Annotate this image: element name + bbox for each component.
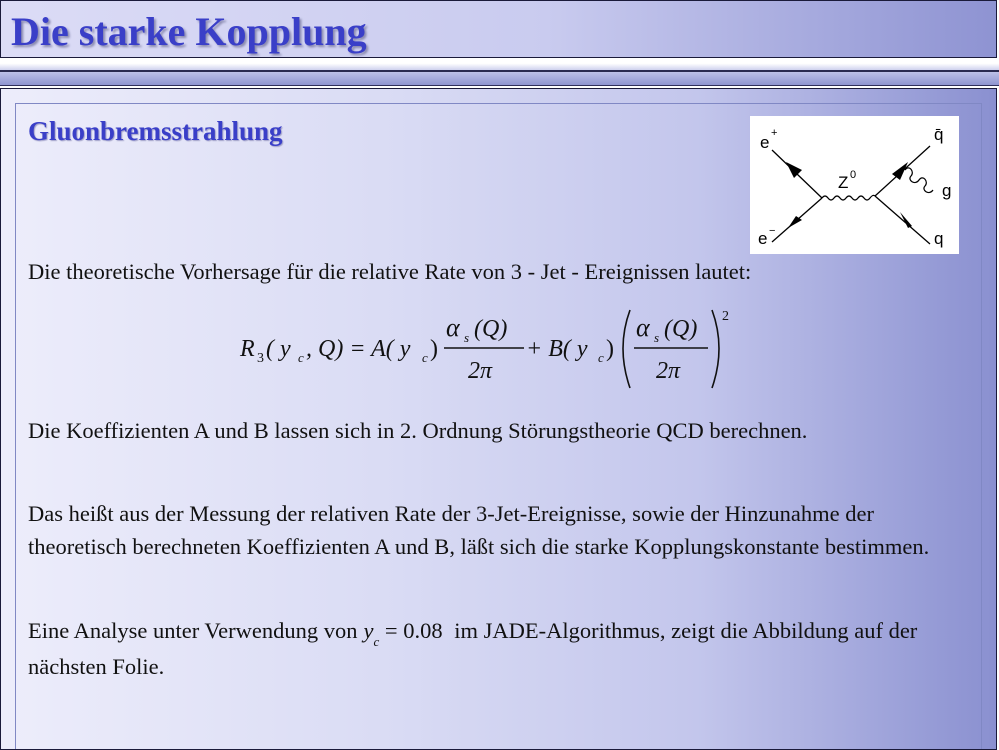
label-g: g bbox=[942, 181, 952, 200]
separator-line bbox=[0, 70, 999, 72]
formula-num2: α bbox=[636, 313, 650, 342]
formula-num1-rest: (Q) bbox=[474, 316, 508, 342]
analysis-text-before: Eine Analyse unter Verwendung von bbox=[28, 618, 358, 643]
formula-num2-sub: s bbox=[654, 330, 660, 345]
feynman-diagram bbox=[750, 116, 959, 254]
formula-plus-b: + B( y bbox=[526, 336, 588, 362]
title-bar bbox=[0, 0, 997, 58]
paragraph-prediction: Die theoretische Vorhersage für die relative Rate von 3 - Jet - Ereignissen lautet: bbox=[28, 259, 752, 284]
formula-num2-rest: (Q) bbox=[664, 316, 698, 342]
formula-num1-sub: s bbox=[464, 330, 470, 345]
formula-b-sub: c bbox=[598, 350, 604, 365]
formula-den2: 2π bbox=[656, 358, 681, 384]
inline-formula-value: = 0.08 bbox=[384, 618, 443, 643]
big-paren-right bbox=[712, 310, 719, 388]
label-qbar: q̄ bbox=[934, 125, 944, 144]
separator-bar bbox=[0, 58, 999, 86]
label-e-minus-sup: − bbox=[769, 225, 776, 237]
slide-title: Die starke Kopplung bbox=[11, 9, 367, 54]
paragraph-analysis bbox=[28, 614, 973, 683]
formula-args-sub: c bbox=[298, 350, 304, 365]
formula-args: ( y bbox=[266, 336, 291, 362]
paragraph-measurement: Das heißt aus der Messung der relativen Rate der 3-Jet-Ereignisse, sowie der Hinzunahme der theoretisch berechneten Koeffizienten A und B, läßt sich die starke Kopplungskonstante bestimmen. bbox=[28, 501, 930, 559]
formula-r-sub: 3 bbox=[257, 351, 264, 366]
inline-formula-var: y bbox=[363, 618, 374, 643]
label-q: q bbox=[934, 229, 944, 248]
formula-a-close: ) bbox=[430, 336, 438, 362]
label-z-sup: 0 bbox=[850, 169, 857, 181]
formula-power: 2 bbox=[722, 309, 729, 324]
label-e-plus: e bbox=[760, 133, 770, 152]
formula-b-close: ) bbox=[606, 336, 614, 362]
formula-a-sub: c bbox=[422, 350, 428, 365]
formula-num1: α bbox=[446, 313, 460, 342]
analysis-text-after: im JADE-Algorithmus, zeigt die Abbildung auf der nächsten Folie. bbox=[28, 618, 918, 679]
formula-r: R bbox=[240, 336, 255, 362]
section-subtitle: Gluonbremsstrahlung bbox=[28, 116, 283, 146]
label-e-minus: e bbox=[758, 229, 768, 248]
rate-formula bbox=[238, 306, 738, 392]
label-z: Z bbox=[838, 173, 849, 192]
big-paren-left bbox=[623, 310, 630, 388]
paragraph-coefficients: Die Koeffizienten A und B lassen sich in 2. Ordnung Störungstheorie QCD berechnen. bbox=[28, 418, 808, 443]
formula-args-rest: , Q) = A( y bbox=[306, 336, 411, 362]
formula-den1: 2π bbox=[468, 358, 493, 384]
label-e-plus-sup: + bbox=[771, 127, 778, 139]
inline-formula-yc bbox=[364, 614, 443, 650]
inline-formula-sub: c bbox=[373, 634, 380, 649]
